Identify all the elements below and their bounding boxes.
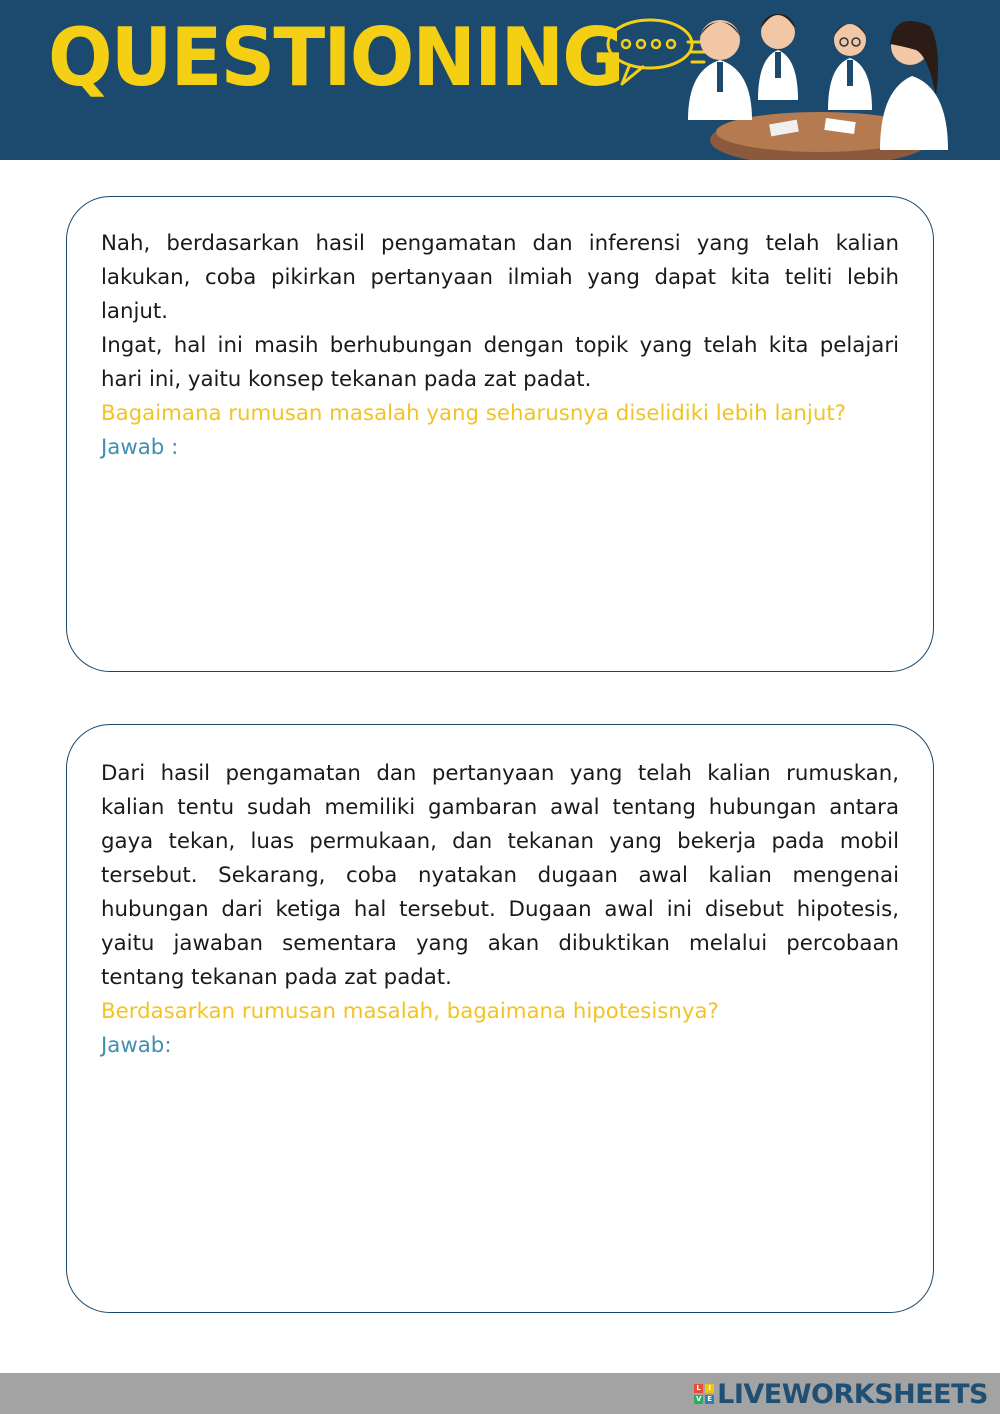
liveworksheets-logo-icon: L I V E <box>694 1384 714 1404</box>
card1-question: Bagaimana rumusan masalah yang seharusnya diselidiki lebih lanjut? <box>101 401 846 426</box>
card2-question: Berdasarkan rumusan masalah, bagaimana hipotesisnya? <box>101 999 719 1024</box>
speech-bubble-icon <box>608 20 706 84</box>
liveworksheets-logo[interactable] <box>694 1377 988 1411</box>
card1-paragraph-reminder: Ingat, hal ini masih berhubungan dengan topik yang telah kita pelajari hari ini, yaitu konsep tekanan pada zat padat. <box>101 333 899 392</box>
page-title: QUESTIONING <box>48 11 623 104</box>
card1-answer-label: Jawab : <box>101 435 179 460</box>
card2-answer-label: Jawab: <box>101 1033 172 1058</box>
question-card-hypothesis <box>66 724 934 1313</box>
students-discussion-illustration <box>600 0 1000 160</box>
card1-paragraph-intro: Nah, berdasarkan hasil pengamatan dan inferensi yang telah kalian lakukan, coba pikirkan pertanyaan ilmiah yang dapat kita teliti lebih lanjut. <box>101 231 899 324</box>
card2-paragraph-intro: Dari hasil pengamatan dan pertanyaan yang telah kalian rumuskan, kalian tentu sudah memiliki gambaran awal tentang hubungan antara gaya tekan, luas permukaan, dan tekanan yang bekerja pada mobil tersebut. Sekarang, coba nyatakan dugaan awal kalian mengenai hubungan dari ketiga hal tersebut. Dugaan awal ini disebut hipotesis, yaitu jawaban sementara yang akan dibuktikan melalui percobaan tentang tekanan pada zat padat. <box>101 761 899 990</box>
question-card-problem-formulation <box>66 196 934 672</box>
header-banner <box>0 0 1000 160</box>
footer-bar <box>0 1373 1000 1414</box>
liveworksheets-brand-text: LIVEWORKSHEETS <box>717 1378 988 1410</box>
